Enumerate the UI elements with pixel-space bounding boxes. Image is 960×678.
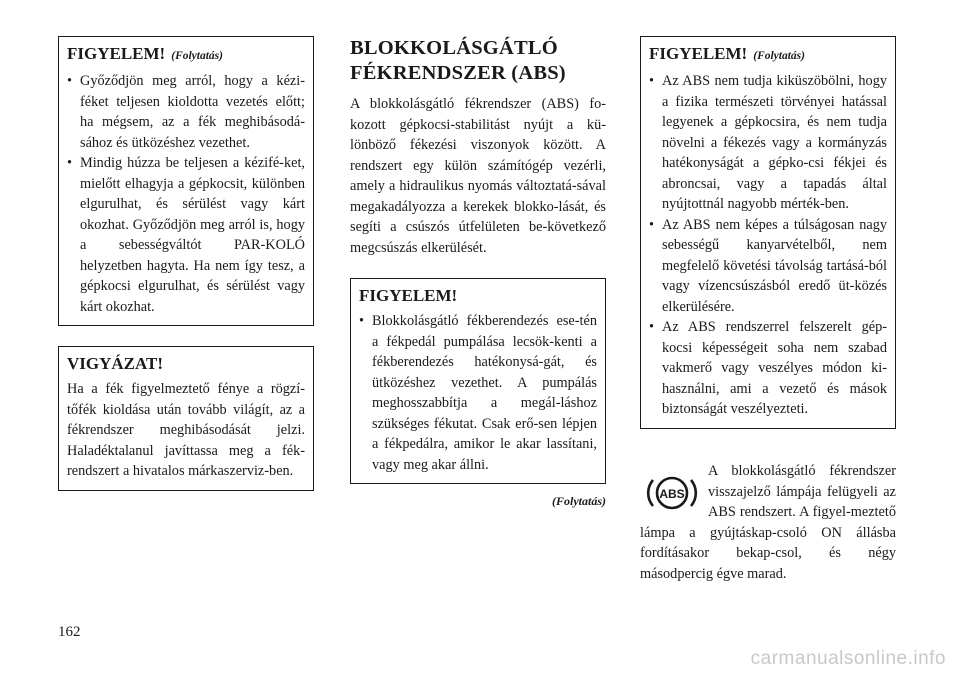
warning-list [649,71,887,420]
heading-line-2: FÉKRENDSZER (ABS) [350,62,566,84]
middle-column [350,36,606,509]
bullet-icon: • [649,319,655,335]
warning-box-abs-limits [640,36,896,429]
continued-label: (Folytatás) [753,50,805,62]
bullet-icon: • [649,216,655,233]
warning-box-pumping [350,278,606,484]
warning-item [649,317,887,420]
bullet-icon: • [359,313,365,329]
warning-title-text: FIGYELEM! [649,44,748,63]
warning-item [67,153,305,317]
warning-item-text: Az ABS nem tudja kiküszöbölni, hogy a fizika természeti törvényei hatással legyenek a gépkocsira, és nem tudja növelni a fékezés vagy a kormányzás hatékonyságát a gépko-csi fékjei és abroncsai, vagy a tapadás által nyújtottnál nagyobb mérték-ben. [662,73,887,212]
warning-box-parking-brake [58,36,314,326]
section-heading [350,36,606,86]
warning-title-text: FIGYELEM! [67,44,166,63]
bullet-icon: • [67,73,73,89]
warning-item [67,71,305,153]
right-column [640,36,896,429]
warning-item-text: Győződjön meg arról, hogy a kézi-féket teljesen kioldotta vezetés előtt; ha mégsem, az a fék meghibásodá-sához és ütközéshez vezethet. [80,73,305,151]
warning-title [649,44,887,66]
watermark: carmanualsonline.info [750,648,946,669]
continued-footer: (Folytatás) [552,494,606,508]
continued-label: (Folytatás) [171,50,223,62]
warning-title [67,44,305,66]
left-column [58,36,314,491]
abs-lamp-section [640,461,896,584]
warning-list [67,71,305,317]
page-number: 162 [58,624,81,640]
bullet-icon: • [649,73,655,89]
abs-intro-paragraph: A blokkolásgátló fékrendszer (ABS) fo-kozott gépkocsi-stabilitást nyújt a kü-lönböző fékezési viszonyok között. A rendszert egy külön számítógép vezérli, amely a hidraulikus nyomás változtatá-sával megakadályozza a kerekek blokko-lását, és segíti a csúszós útfelületen be-következő megcsúszás elkerülését. [350,96,606,256]
caution-box-brake-light [58,346,314,491]
warning-list [359,311,597,475]
warning-item-text: Az ABS nem képes a túlságosan nagy sebességű kanyarvételből, nem megfelelő követési távolság tartásá-ból vagy vízencsúszásból eredő üt-közés elkerülésére. [662,216,887,315]
caution-title: VIGYÁZAT! [67,354,164,373]
abs-lamp-text: A blokkolásgátló fékrendszer visszajelző lámpája felügyeli az ABS rendszert. A figyel-meztető lámpa a gyújtáskap-csoló ON állásba fordításakor bekap-csol, és négy másodpercig égve marad. [640,463,896,582]
bullet-icon: • [67,155,73,171]
warning-title: FIGYELEM! [359,286,458,305]
heading-line-1: BLOKKOLÁSGÁTLÓ [350,37,558,59]
warning-item-text: Mindig húzza be teljesen a kézifé-ket, mielőtt elhagyja a gépkocsit, különben elgurulhat, és sérülést vagy kárt okozhat. Győződjön meg arról is, hogy a sebességváltót PAR-KOLÓ helyzetben hagyta. Ha nem így tesz, a gépkocsi elgurulhat, és sérülést vagy kárt okozhat. [80,155,305,315]
warning-item-text: Blokkolásgátló fékberendezés ese-tén a fékpedál pumpálása lecsök-kenti a fékberendezés hatékonysá-gát, és ütközéshez vezethet. A pumpálás meghosszabbítja a megál-láshoz szükséges fékutat. Csak erő-sen lépjen a fékpedálra, amikor le akar lassítani, vagy meg akar állni. [372,313,597,473]
caution-text: Ha a fék figyelmeztető fénye a rögzí-tőfék kioldása után tovább világít, az a fékrendszer meghibásodását jelzi. Haladéktalanul javíttassa meg a fék-rendszert a hivatalos márkaszerviz-ben. [67,381,305,479]
warning-item [359,311,597,475]
warning-item-text: Az ABS rendszerrel felszerelt gép-kocsi képességeit soha nem szabad vakmerő vagy veszélyes módon ki-használni, ami a vezető és mások biztonságát veszélyezteti. [662,319,887,417]
abs-icon-label: ABS [659,487,685,501]
abs-warning-lamp-icon [644,469,700,517]
warning-item [649,215,887,318]
warning-item [649,71,887,215]
